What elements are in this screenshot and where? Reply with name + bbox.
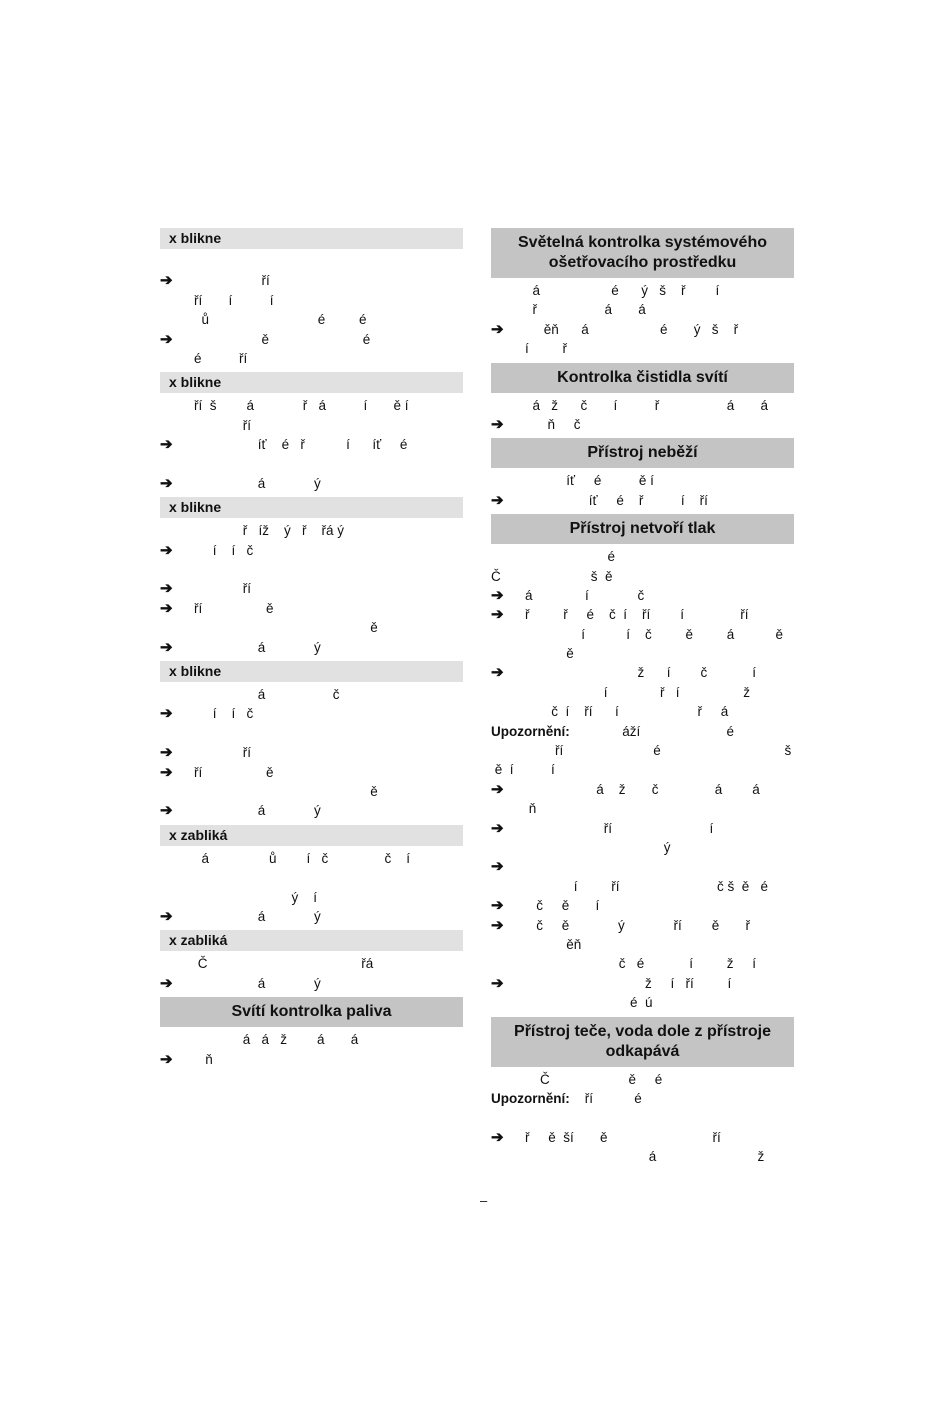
section-body (491, 1067, 794, 1171)
arrow-right-icon: ➔ (160, 907, 173, 925)
subsection-heading: x blikne (160, 372, 463, 393)
step-line: ➔ ž í č í (491, 664, 757, 682)
left-column (160, 228, 463, 1073)
step-line: ➔ ž í ří í (491, 974, 732, 992)
arrow-right-icon: ➔ (160, 599, 173, 617)
section-body (491, 393, 794, 439)
arrow-right-icon: ➔ (491, 974, 504, 992)
arrow-right-icon: ➔ (491, 320, 504, 338)
arrow-right-icon: ➔ (160, 638, 173, 656)
arrow-right-icon: ➔ (160, 974, 173, 992)
text-line: í ří č š ě é (525, 878, 769, 894)
step-line: ➔ á í č (491, 586, 645, 604)
step-line: ➔ ě é (160, 330, 371, 348)
arrow-right-icon: ➔ (491, 491, 504, 509)
text-line: ří í í (194, 292, 274, 308)
text-line: Č ě é (525, 1071, 663, 1087)
text-line: á ž (525, 1149, 765, 1165)
section-heading: Světelná kontrolka systémového ošetřovacího prostředku (491, 228, 794, 278)
arrow-right-icon: ➔ (160, 580, 173, 598)
text-line: ě (525, 646, 574, 662)
step-line: ➔ á ý (160, 907, 321, 925)
arrow-right-icon: ➔ (160, 272, 173, 290)
step-line: ➔ ří í (491, 819, 714, 837)
step-line: ➔ ř ě ší ě ří (491, 1128, 721, 1146)
subsection-heading: x zabliká (160, 930, 463, 951)
text-line: Č š ě (491, 568, 613, 584)
subsection-body (160, 393, 463, 497)
text-line: ří (194, 417, 252, 433)
subsection-heading: x blikne (160, 228, 463, 249)
step-line: ➔ íť é ř í ří (491, 491, 708, 509)
arrow-right-icon: ➔ (160, 705, 173, 723)
step-line: ➔ č ě í (491, 897, 600, 915)
subsection-heading: x blikne (160, 661, 463, 682)
step-line: ➔ á ý (160, 474, 321, 492)
step-line: ➔ á ý (160, 802, 321, 820)
text-line: íť é ě í (525, 473, 654, 489)
text-line: č é í ž í (525, 956, 757, 972)
text-line: í ř (525, 341, 568, 357)
text-line: á ž č í ř á á (525, 397, 769, 413)
text-line: í ř í ž (525, 684, 751, 700)
text-line: í í č ě á ě (525, 626, 784, 642)
section-heading: Přístroj teče, voda dole z přístroje odkapává (491, 1017, 794, 1067)
step-line: ➔ ří (160, 744, 252, 762)
text-line: ě (194, 620, 378, 636)
arrow-right-icon: ➔ (491, 586, 504, 604)
subsection-body (160, 249, 463, 372)
page-number-dash: – (480, 1193, 488, 1208)
step-line: ➔ ří (160, 272, 270, 290)
section-body (160, 1027, 463, 1073)
text-line: ř íž ý ř řá ý (194, 523, 345, 539)
note-line: Upozornění: áží é (491, 723, 735, 739)
text-line: ří é š (525, 743, 792, 759)
text-line: ě í í (491, 762, 555, 778)
text-line: é (525, 549, 616, 565)
step-line: ➔ č ě ý ří ě ř (491, 916, 751, 934)
section-heading: Přístroj netvoří tlak (491, 514, 794, 544)
text-line: é ú (525, 995, 653, 1011)
step-line: ➔ ř ř é č í ří í ří (491, 606, 749, 624)
step-line: ➔ ň č (491, 415, 581, 433)
section-heading: Svítí kontrolka paliva (160, 997, 463, 1027)
note-label: Upozornění: (491, 723, 570, 739)
arrow-right-icon: ➔ (160, 541, 173, 559)
section-body (491, 468, 794, 514)
step-line: ➔ íť é ř í íť é (160, 436, 408, 454)
text-line: ý (525, 839, 671, 855)
arrow-right-icon: ➔ (160, 474, 173, 492)
step-line: ➔ ří (160, 580, 252, 598)
step-line: ➔ ří ě (160, 763, 274, 781)
step-line: ➔ á ý (160, 638, 321, 656)
section-heading: Kontrolka čistidla svítí (491, 363, 794, 393)
step-line: ➔ ří ě (160, 599, 274, 617)
text-line: ý í (194, 889, 318, 905)
arrow-right-icon: ➔ (491, 1128, 504, 1146)
subsection-body (160, 682, 463, 825)
section-heading: Přístroj neběží (491, 438, 794, 468)
step-line: ➔ á ý (160, 974, 321, 992)
text-line: Č řá (194, 956, 374, 972)
arrow-right-icon: ➔ (491, 780, 504, 798)
arrow-right-icon: ➔ (491, 415, 504, 433)
note-label: Upozornění: (491, 1090, 570, 1106)
arrow-right-icon: ➔ (491, 897, 504, 915)
arrow-right-icon: ➔ (491, 858, 504, 876)
section-body (491, 544, 794, 1016)
text-line: á á ž á á (194, 1032, 359, 1048)
arrow-right-icon: ➔ (491, 664, 504, 682)
step-line: ➔ í í č (160, 541, 254, 559)
subsection-body (160, 846, 463, 931)
arrow-right-icon: ➔ (160, 330, 173, 348)
text-line: ěň (525, 936, 582, 952)
arrow-right-icon: ➔ (160, 436, 173, 454)
arrow-right-icon: ➔ (491, 916, 504, 934)
text-line: ů é é (194, 312, 367, 328)
arrow-right-icon: ➔ (160, 763, 173, 781)
step-line: ➔ ň (160, 1050, 213, 1068)
text-line: á é ý š ř í (525, 283, 720, 298)
text-line: č í ří í ř á (525, 704, 729, 720)
step-line (491, 857, 794, 876)
text-line: é ří (194, 350, 248, 366)
text-line: á ů í č č í (194, 850, 411, 866)
text-line: ě (194, 783, 378, 799)
arrow-right-icon: ➔ (491, 606, 504, 624)
note-line: Upozornění: ří é (491, 1090, 642, 1106)
section-body (491, 278, 794, 363)
text-line: á č (194, 687, 340, 703)
right-column (491, 228, 794, 1170)
arrow-right-icon: ➔ (160, 744, 173, 762)
text-line: ř á á (525, 302, 646, 318)
step-line: ➔ í í č (160, 705, 254, 723)
step-line: ➔ á ž č á á (491, 780, 760, 798)
subsection-body (160, 951, 463, 997)
text-line: ří š á ř á í ě í (194, 398, 409, 414)
subsection-body (160, 518, 463, 661)
arrow-right-icon: ➔ (491, 819, 504, 837)
text-line: ň (525, 801, 537, 817)
arrow-right-icon: ➔ (160, 802, 173, 820)
arrow-right-icon: ➔ (160, 1050, 173, 1068)
subsection-heading: x blikne (160, 497, 463, 518)
subsection-heading: x zabliká (160, 825, 463, 846)
step-line: ➔ ěň á é ý š ř (491, 320, 739, 338)
